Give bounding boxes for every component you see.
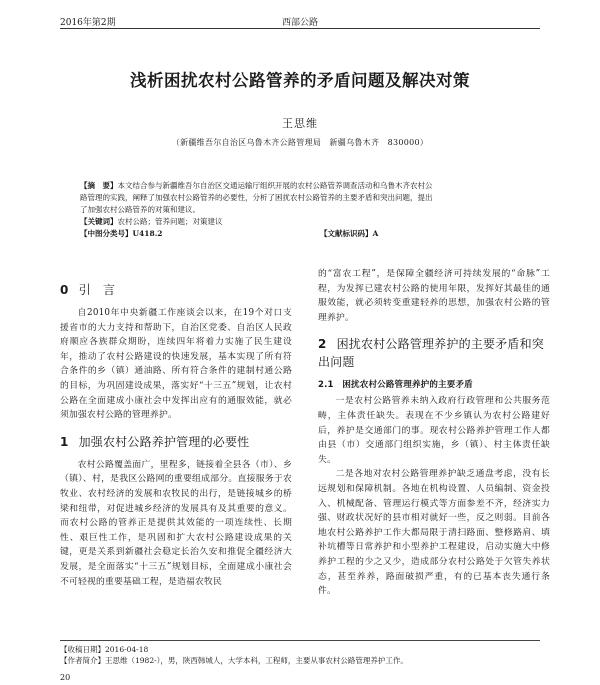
section1-paragraph: 农村公路覆盖面广，里程多，链接着全县各（市）、乡（镇）、村，是我区公路网的重要组成部分。直接服务于农牧业、农村经济的发展和农牧民的出行，是链接城乡的桥梁和纽带，对促进城乡经济的发展具有及其重要的意义。而农村公路的管养正是提供其效能的一项连续性、长期性、艰巨性工作，是巩固和扩大农村公路建设成果的关键，更是关系到新疆社会稳定长治久安和推促全疆经济大发展，是全面落实“十三五”规划目标，全面建成小康社会不可轻视的重要基础工程，是造福农牧民 [60,459,292,587]
running-header [60,13,540,29]
section-number: 0 [60,283,69,297]
clc-value: U418.2 [132,229,163,238]
clc-label: 【中图分类号】 [80,229,133,238]
author-affiliation: （新疆维吾尔自治区乌鲁木齐公路管理局 新疆乌鲁木齐 830000） [171,138,429,147]
author-name: 王思维 [282,117,318,130]
footnote-block [60,640,540,666]
doc-code-label: 【文献标识码】 [320,229,373,238]
keywords-line [80,216,520,228]
received-date-line [60,644,540,655]
section-number: 1 [60,434,69,449]
received-date: 2016-04-18 [105,645,149,654]
doc-code-value: A [372,229,379,238]
journal-name: 西部公路 [281,18,318,28]
right-column [318,267,550,599]
abstract-line-1 [80,180,520,192]
page-number: 20 [60,673,71,682]
author-bio-line [60,655,540,666]
section-heading-2 [318,335,550,371]
author-bio: 王思维（1982-），男，陕西韩城人，大学本科，工程师，主要从事农村公路管理养护工作。 [105,656,408,665]
abstract-line-2: 路管理的实践，阐释了加强农村公路管养的必要性，分析了困扰农村公路管养的主要矛盾和突出问题，提出 [80,193,433,202]
continued-paragraph: 的“富农工程”，是保障全疆经济可持续发展的“命脉”工程，为发挥已建农村公路的使用年限，发挥好其最佳的通服效能，就必须转变重建轻养的思想，加强农村公路的管理养护。 [318,269,550,323]
abstract-block [80,180,520,240]
author-bio-label: 【作者简介】 [60,656,105,665]
received-label: 【收稿日期】 [60,645,105,654]
section-heading-1 [60,433,292,451]
section-title: 加强农村公路养护管理的必要性 [78,434,250,449]
abstract-line-3: 了加强农村公路管养的对策和建议。 [80,205,200,214]
section-heading-0 [60,281,292,299]
section-title: 困扰农村公路管理养护的主要矛盾和突出问题 [318,337,544,370]
doc-code-item [320,228,378,240]
intro-paragraph: 自2010年中央新疆工作座谈会以来，在19个对口支援省市的大力支持和帮助下，自治区党委、自治区人民政府顺应各族群众期盼，连续四年将着力实施了民生建设年，推动了农村公路建设的快速发展，基本实现了所有符合条件的乡（镇）通油路、所有符合条件的建制村通公路的目标，为巩固建设成果，落实好“十三五”规划，让农村公路在全面建成小康社会中发挥出应有的通服效能，就必须加强农村公路的管理养护。 [60,308,292,421]
clc-item [80,229,163,238]
section-number: 2 [318,337,327,352]
keywords-label: 【关键词】 [80,217,118,226]
abstract-label: 【摘 要】 [80,181,118,190]
subsection-heading-2-1: 2.1 困扰农村公路管理养护的主要矛盾 [318,380,473,391]
subsection-paragraph-b: 二是各地对农村公路管理养护缺乏通盘考虑，没有长远规划和保障机制。各地在机构设置、人员编制、资金投入、机械配备、管理运行模式等方面参差不齐，经济实力强、财政状况好的县市相对就好一些，反之则弱。目前各地农村公路养护工作大都局限于清扫路面、整修路肩、填补坑槽等日常养护和小型养护工程建设，启动实施大中修养护工程的少之又少，造成部分农村公路处于欠管失养状态，甚至养养，路面破损严重，有的已基本丧失通行条件。 [318,469,550,597]
abstract-text-1: 本文结合参与新疆维吾尔自治区交通运输厅组织开展的农村公路管养调查活动和乌鲁木齐农村公 [117,181,433,190]
keywords-text: 农村公路；管养问题；对策建议 [117,217,223,226]
paper-title: 浅析困扰农村公路管养的矛盾问题及解决对策 [130,71,470,90]
subsection-paragraph-a: 一是农村公路管养未纳入政府行政管理和公共服务范畴，主体责任缺失。表现在不少乡镇认为农村公路建好后，养护是交通部门的事。现农村公路养护管理工作人都由县（市）交通部门组织实施，乡（镇）、村主体责任缺失。 [318,396,550,465]
issue-label: 2016年第2期 [60,18,116,28]
classification-line [80,228,520,240]
section-title: 引 言 [78,283,116,297]
left-column [60,267,292,589]
